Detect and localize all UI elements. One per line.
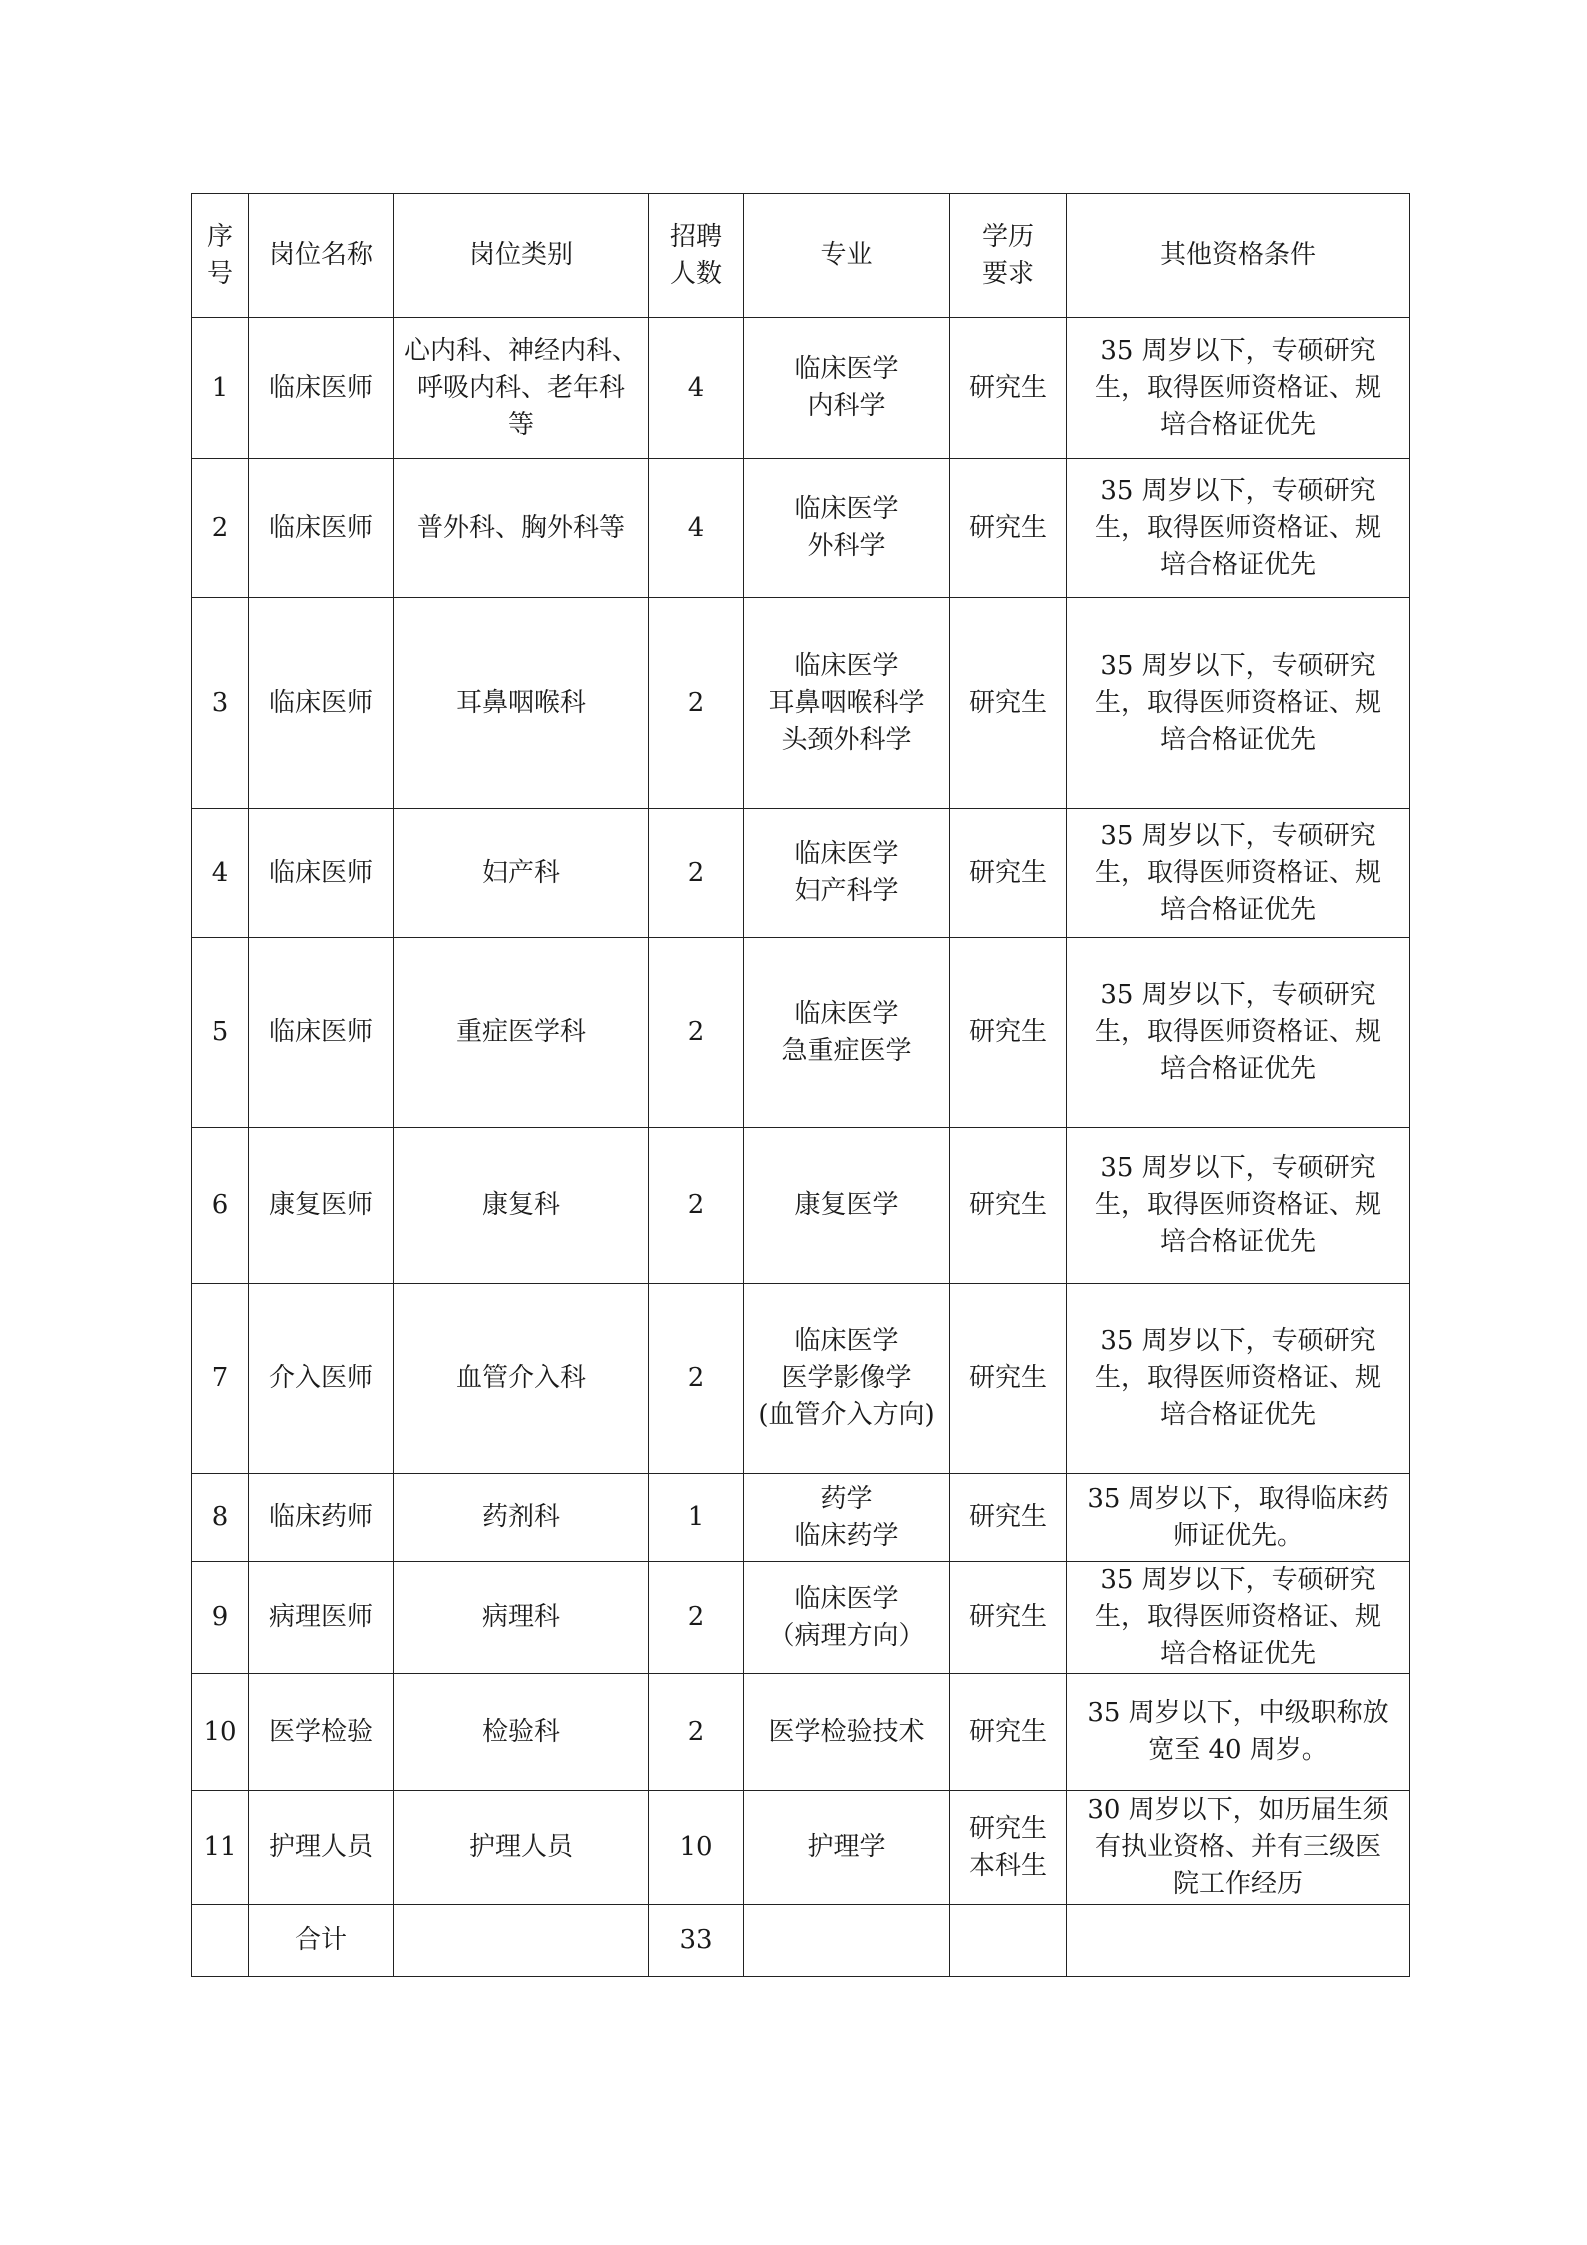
cell-education: 研究生 [950,809,1067,938]
cell-total-count: 33 [649,1905,744,1977]
cell-seq: 1 [192,318,249,459]
cell-seq: 7 [192,1284,249,1474]
cell-count: 2 [649,1562,744,1674]
cell-position-type: 药剂科 [394,1474,649,1562]
cell-major: 临床医学 急重症医学 [744,938,950,1128]
table-row [192,459,1410,598]
cell-position-type: 重症医学科 [394,938,649,1128]
cell-education: 研究生 [950,1474,1067,1562]
cell-position-type: 妇产科 [394,809,649,938]
cell-major: 临床医学 耳鼻咽喉科学 头颈外科学 [744,598,950,809]
cell-seq: 6 [192,1128,249,1284]
cell-other: 35 周岁以下，专硕研究 生，取得医师资格证、规 培合格证优先 [1067,1128,1410,1284]
cell-major: 临床医学 （病理方向） [744,1562,950,1674]
cell-seq: 9 [192,1562,249,1674]
cell-position-name: 临床医师 [249,318,394,459]
cell-position-name: 康复医师 [249,1128,394,1284]
cell-other: 35 周岁以下，专硕研究 生，取得医师资格证、规 培合格证优先 [1067,598,1410,809]
cell-count: 2 [649,1674,744,1791]
cell-major: 康复医学 [744,1128,950,1284]
table-row [192,598,1410,809]
recruitment-table [191,193,1410,1977]
cell-education: 研究生 [950,598,1067,809]
header-education: 学历 要求 [950,194,1067,318]
cell-major: 临床医学 妇产科学 [744,809,950,938]
cell-seq: 3 [192,598,249,809]
cell-seq: 8 [192,1474,249,1562]
table-row [192,318,1410,459]
cell-total-empty [950,1905,1067,1977]
cell-seq: 5 [192,938,249,1128]
table-row [192,809,1410,938]
cell-position-name: 临床医师 [249,598,394,809]
table-row [192,1674,1410,1791]
cell-count: 2 [649,1128,744,1284]
cell-total-label: 合计 [249,1905,394,1977]
table-row [192,1128,1410,1284]
cell-seq: 4 [192,809,249,938]
cell-count: 2 [649,598,744,809]
header-position-type: 岗位类别 [394,194,649,318]
cell-position-name: 医学检验 [249,1674,394,1791]
cell-total-empty [744,1905,950,1977]
cell-other: 35 周岁以下，专硕研究 生，取得医师资格证、规 培合格证优先 [1067,1284,1410,1474]
cell-other: 30 周岁以下，如历届生须 有执业资格、并有三级医 院工作经历 [1067,1791,1410,1905]
header-position-name: 岗位名称 [249,194,394,318]
cell-major: 临床医学 医学影像学 (血管介入方向) [744,1284,950,1474]
cell-education: 研究生 本科生 [950,1791,1067,1905]
table-row [192,938,1410,1128]
header-row [192,194,1410,318]
cell-seq: 2 [192,459,249,598]
cell-count: 10 [649,1791,744,1905]
header-seq: 序 号 [192,194,249,318]
cell-other: 35 周岁以下，专硕研究 生，取得医师资格证、规 培合格证优先 [1067,459,1410,598]
cell-seq: 10 [192,1674,249,1791]
cell-position-type: 病理科 [394,1562,649,1674]
table-row [192,1791,1410,1905]
cell-position-name: 临床医师 [249,459,394,598]
cell-position-type: 护理人员 [394,1791,649,1905]
cell-position-name: 介入医师 [249,1284,394,1474]
cell-position-type: 康复科 [394,1128,649,1284]
cell-position-name: 临床医师 [249,809,394,938]
cell-major: 临床医学 内科学 [744,318,950,459]
header-other: 其他资格条件 [1067,194,1410,318]
table-row [192,1562,1410,1674]
table-row [192,1474,1410,1562]
cell-education: 研究生 [950,1674,1067,1791]
cell-major: 临床医学 外科学 [744,459,950,598]
cell-position-name: 临床药师 [249,1474,394,1562]
cell-position-type: 检验科 [394,1674,649,1791]
cell-count: 2 [649,809,744,938]
cell-education: 研究生 [950,318,1067,459]
cell-seq: 11 [192,1791,249,1905]
cell-other: 35 周岁以下，专硕研究 生，取得医师资格证、规 培合格证优先 [1067,1562,1410,1674]
header-major: 专业 [744,194,950,318]
cell-education: 研究生 [950,938,1067,1128]
cell-education: 研究生 [950,1284,1067,1474]
cell-other: 35 周岁以下，专硕研究 生，取得医师资格证、规 培合格证优先 [1067,318,1410,459]
cell-other: 35 周岁以下，取得临床药 师证优先。 [1067,1474,1410,1562]
cell-total-seq [192,1905,249,1977]
table-row [192,1284,1410,1474]
cell-other: 35 周岁以下，专硕研究 生，取得医师资格证、规 培合格证优先 [1067,938,1410,1128]
cell-education: 研究生 [950,459,1067,598]
cell-major: 药学 临床药学 [744,1474,950,1562]
cell-total-empty [1067,1905,1410,1977]
header-count: 招聘 人数 [649,194,744,318]
cell-count: 4 [649,459,744,598]
cell-education: 研究生 [950,1128,1067,1284]
cell-major: 护理学 [744,1791,950,1905]
cell-count: 4 [649,318,744,459]
cell-total-empty [394,1905,649,1977]
cell-education: 研究生 [950,1562,1067,1674]
cell-other: 35 周岁以下，中级职称放 宽至 40 周岁。 [1067,1674,1410,1791]
cell-position-type: 普外科、胸外科等 [394,459,649,598]
cell-other: 35 周岁以下，专硕研究 生，取得医师资格证、规 培合格证优先 [1067,809,1410,938]
cell-count: 1 [649,1474,744,1562]
cell-position-name: 临床医师 [249,938,394,1128]
cell-position-type: 心内科、神经内科、 呼吸内科、老年科 等 [394,318,649,459]
cell-major: 医学检验技术 [744,1674,950,1791]
cell-count: 2 [649,938,744,1128]
cell-position-type: 血管介入科 [394,1284,649,1474]
cell-count: 2 [649,1284,744,1474]
total-row [192,1905,1410,1977]
cell-position-type: 耳鼻咽喉科 [394,598,649,809]
cell-position-name: 护理人员 [249,1791,394,1905]
cell-position-name: 病理医师 [249,1562,394,1674]
